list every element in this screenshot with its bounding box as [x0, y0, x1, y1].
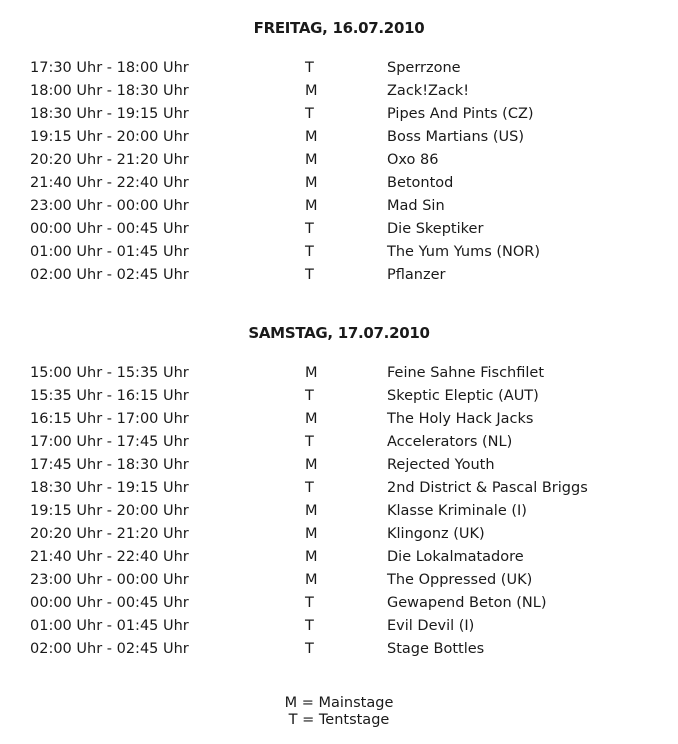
time-slot: 00:00 Uhr - 00:45 Uhr [30, 221, 189, 237]
schedule-row [0, 638, 678, 661]
time-slot: 21:40 Uhr - 22:40 Uhr [30, 175, 189, 191]
time-slot: 23:00 Uhr - 00:00 Uhr [30, 572, 189, 588]
time-slot: 01:00 Uhr - 01:45 Uhr [30, 618, 189, 634]
schedule-row [0, 149, 678, 172]
schedule-saturday [0, 362, 678, 661]
stage-code: T [305, 60, 314, 76]
schedule-row [0, 241, 678, 264]
schedule-row [0, 546, 678, 569]
time-slot: 18:00 Uhr - 18:30 Uhr [30, 83, 189, 99]
stage-code: T [305, 595, 314, 611]
schedule-row [0, 264, 678, 287]
time-slot: 16:15 Uhr - 17:00 Uhr [30, 411, 189, 427]
stage-code: M [305, 365, 318, 381]
schedule-row [0, 80, 678, 103]
stage-code: M [305, 572, 318, 588]
stage-code: M [305, 411, 318, 427]
stage-code: M [305, 198, 318, 214]
schedule-friday [0, 57, 678, 287]
stage-code: T [305, 267, 314, 283]
band-name: Evil Devil (I) [387, 618, 475, 634]
time-slot: 19:15 Uhr - 20:00 Uhr [30, 503, 189, 519]
time-slot: 20:20 Uhr - 21:20 Uhr [30, 526, 189, 542]
stage-code: T [305, 618, 314, 634]
band-name: Feine Sahne Fischfilet [387, 365, 545, 381]
band-name: Stage Bottles [387, 641, 485, 657]
time-slot: 00:00 Uhr - 00:45 Uhr [30, 595, 189, 611]
schedule-row [0, 362, 678, 385]
schedule-row [0, 477, 678, 500]
stage-code: T [305, 106, 314, 122]
day-title-friday: FREITAG, 16.07.2010 [253, 19, 425, 37]
band-name: Klasse Kriminale (I) [387, 503, 527, 519]
schedule-row [0, 126, 678, 149]
band-name: The Holy Hack Jacks [387, 411, 534, 427]
band-name: Sperrzone [387, 60, 461, 76]
stage-code: M [305, 549, 318, 565]
schedule-row [0, 592, 678, 615]
time-slot: 18:30 Uhr - 19:15 Uhr [30, 106, 189, 122]
schedule-row [0, 523, 678, 546]
band-name: Accelerators (NL) [387, 434, 513, 450]
stage-code: T [305, 221, 314, 237]
band-name: Betontod [387, 175, 454, 191]
band-name: Skeptic Eleptic (AUT) [387, 388, 539, 404]
band-name: Die Lokalmatadore [387, 549, 524, 565]
stage-code: T [305, 388, 314, 404]
time-slot: 21:40 Uhr - 22:40 Uhr [30, 549, 189, 565]
time-slot: 20:20 Uhr - 21:20 Uhr [30, 152, 189, 168]
band-name: Zack!Zack! [387, 83, 470, 99]
time-slot: 17:30 Uhr - 18:00 Uhr [30, 60, 189, 76]
stage-code: M [305, 503, 318, 519]
stage-code: M [305, 83, 318, 99]
legend-tentstage: T = Tentstage [288, 712, 390, 728]
stage-code: M [305, 175, 318, 191]
band-name: Die Skeptiker [387, 221, 484, 237]
time-slot: 02:00 Uhr - 02:45 Uhr [30, 267, 189, 283]
time-slot: 15:35 Uhr - 16:15 Uhr [30, 388, 189, 404]
band-name: Mad Sin [387, 198, 445, 214]
schedule-row [0, 454, 678, 477]
time-slot: 18:30 Uhr - 19:15 Uhr [30, 480, 189, 496]
schedule-row [0, 431, 678, 454]
stage-code: M [305, 457, 318, 473]
stage-code: T [305, 480, 314, 496]
schedule-row [0, 615, 678, 638]
schedule-row [0, 408, 678, 431]
time-slot: 15:00 Uhr - 15:35 Uhr [30, 365, 189, 381]
stage-code: M [305, 129, 318, 145]
schedule-row [0, 569, 678, 592]
band-name: Pflanzer [387, 267, 446, 283]
band-name: 2nd District & Pascal Briggs [387, 480, 588, 496]
schedule-row [0, 500, 678, 523]
stage-code: M [305, 152, 318, 168]
band-name: Gewapend Beton (NL) [387, 595, 547, 611]
band-name: The Yum Yums (NOR) [387, 244, 541, 260]
stage-legend [0, 695, 678, 729]
stage-code: T [305, 641, 314, 657]
time-slot: 01:00 Uhr - 01:45 Uhr [30, 244, 189, 260]
time-slot: 17:45 Uhr - 18:30 Uhr [30, 457, 189, 473]
stage-code: M [305, 526, 318, 542]
stage-code: T [305, 434, 314, 450]
schedule-row [0, 172, 678, 195]
schedule-row [0, 57, 678, 80]
time-slot: 23:00 Uhr - 00:00 Uhr [30, 198, 189, 214]
schedule-row [0, 218, 678, 241]
schedule-row [0, 195, 678, 218]
band-name: Klingonz (UK) [387, 526, 485, 542]
schedule-row [0, 103, 678, 126]
band-name: Oxo 86 [387, 152, 439, 168]
band-name: The Oppressed (UK) [387, 572, 533, 588]
legend-mainstage: M = Mainstage [284, 695, 394, 711]
band-name: Pipes And Pints (CZ) [387, 106, 534, 122]
band-name: Rejected Youth [387, 457, 495, 473]
band-name: Boss Martians (US) [387, 129, 524, 145]
time-slot: 02:00 Uhr - 02:45 Uhr [30, 641, 189, 657]
day-title-saturday: SAMSTAG, 17.07.2010 [248, 324, 430, 342]
schedule-row [0, 385, 678, 408]
time-slot: 17:00 Uhr - 17:45 Uhr [30, 434, 189, 450]
time-slot: 19:15 Uhr - 20:00 Uhr [30, 129, 189, 145]
stage-code: T [305, 244, 314, 260]
